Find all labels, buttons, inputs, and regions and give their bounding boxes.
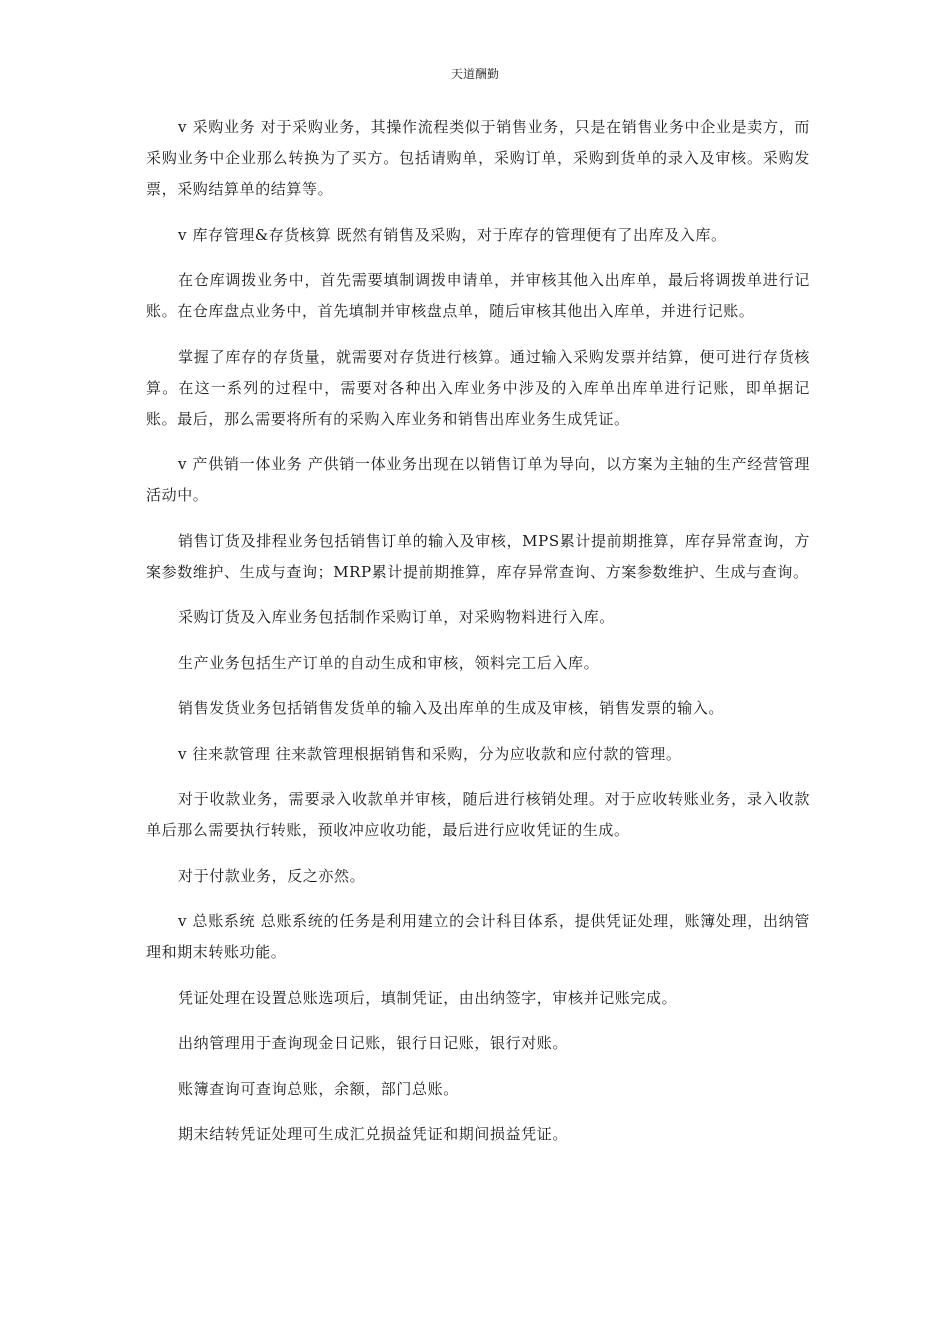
paragraph-production-supply-sales: v 产供销一体业务 产供销一体业务出现在以销售订单为导向，以方案为主轴的生产经营管理活动中。 [146, 455, 810, 504]
document-body [146, 112, 810, 1165]
paragraph-purchasing: v 采购业务 对于采购业务，其操作流程类似于销售业务，只是在销售业务中企业是卖方，而采购业务中企业那么转换为了买方。包括请购单，采购订单，采购到货单的录入及审核。采购发票，采购结算单的结算等。 [146, 118, 810, 198]
paragraph-inventory: v 库存管理&存货核算 既然有销售及采购，对于库存的管理便有了出库及入库。 [178, 225, 727, 244]
page-header: 天道酬勤 [450, 67, 499, 81]
paragraph-payments: 对于付款业务，反之亦然。 [178, 866, 366, 885]
paragraph-receivables-payables: v 往来款管理 往来款管理根据销售和采购，分为应收款和应付款的管理。 [178, 744, 682, 763]
paragraph-cashier: 出纳管理用于查询现金日记账，银行日记账，银行对账。 [178, 1034, 569, 1052]
paragraph-inventory-accounting: 掌握了库存的存货量，就需要对存货进行核算。通过输入采购发票并结算，便可进行存货核算。在这一系列的过程中，需要对各种出入库业务中涉及的入库单出库单进行记账，即单据记账。最后，那么需要将所有的采购入库业务和销售出库业务生成凭证。 [146, 347, 810, 428]
paragraph-collections: 对于收款业务，需要录入收款单并审核，随后进行核销处理。对于应收转账业务，录入收款单后那么需要执行转账，预收冲应收功能，最后进行应收凭证的生成。 [146, 790, 810, 839]
paragraph-sales-ordering: 销售订货及排程业务包括销售订单的输入及审核，MPS累计提前期推算，库存异常查询，方案参数维护、生成与查询；MRP累计提前期推算，库存异常查询、方案参数维护、生成与查询。 [146, 531, 810, 581]
paragraph-ledger-query: 账簿查询可查询总账，余额，部门总账。 [178, 1079, 459, 1098]
paragraph-purchase-ordering: 采购订货及入库业务包括制作采购订单，对采购物料进行入库。 [178, 608, 615, 626]
paragraph-voucher-processing: 凭证处理在设置总账选项后，填制凭证，由出纳签字，审核并记账完成。 [178, 988, 678, 1007]
paragraph-warehouse-transfer: 在仓库调拨业务中，首先需要填制调拨申请单，并审核其他入出库单，最后将调拨单进行记账。在仓库盘点业务中，首先填制并审核盘点单，随后审核其他出入库单，并进行记账。 [146, 271, 810, 320]
paragraph-general-ledger: v 总账系统 总账系统的任务是利用建立的会计科目体系，提供凭证处理，账簿处理，出纳管理和期末转账功能。 [146, 912, 810, 961]
paragraph-production: 生产业务包括生产订单的自动生成和审核，领料完工后入库。 [178, 653, 600, 672]
paragraph-sales-delivery: 销售发货业务包括销售发货单的输入及出库单的生成及审核，销售发票的输入。 [178, 699, 725, 717]
paragraph-period-end: 期末结转凭证处理可生成汇兑损益凭证和期间损益凭证。 [178, 1125, 569, 1143]
